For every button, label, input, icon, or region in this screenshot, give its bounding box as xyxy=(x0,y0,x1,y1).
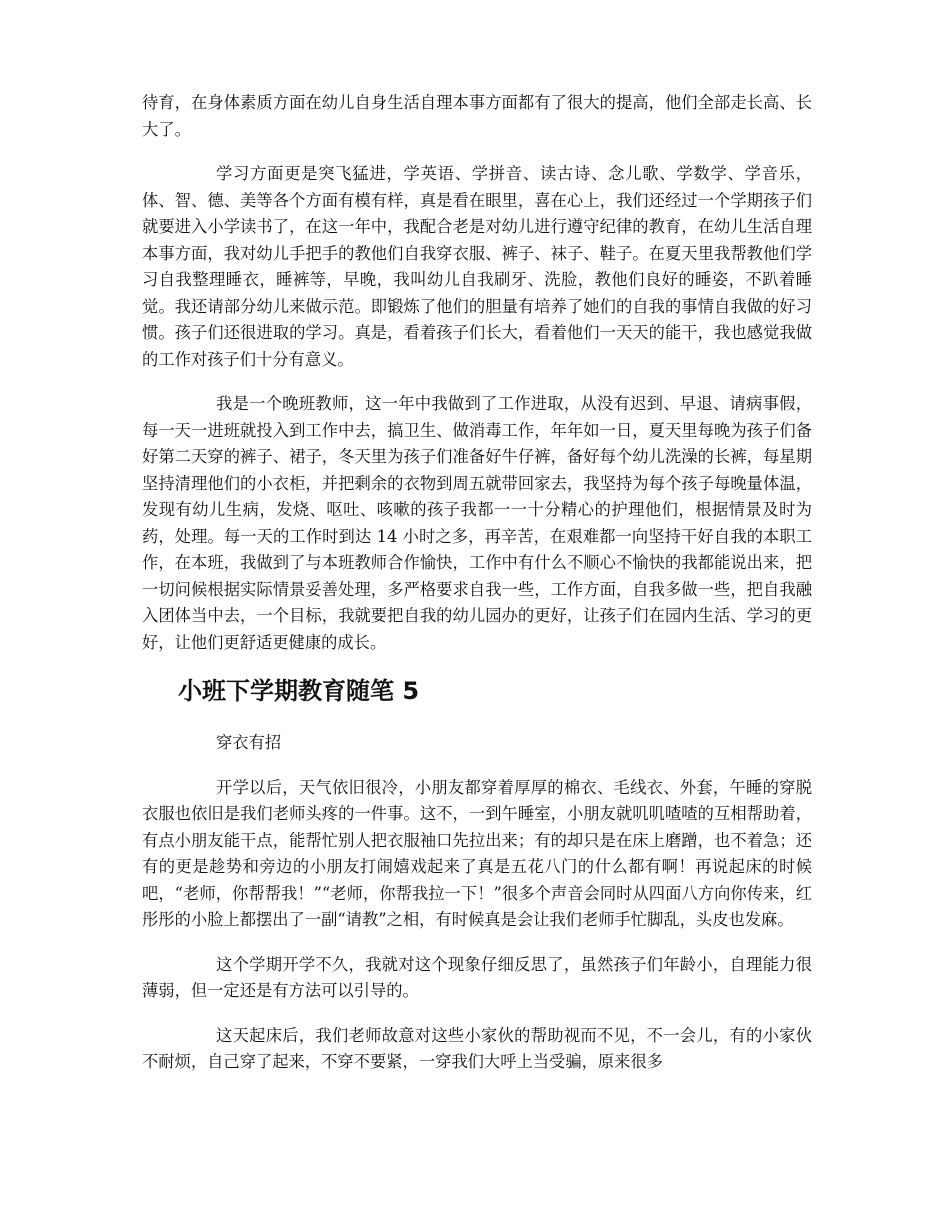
paragraph-5: 这个学期开学不久，我就对这个现象仔细反思了，虽然孩子们年龄小，自理能力很薄弱，但一定还是有方法可以引导的。 xyxy=(142,954,812,1000)
section-subtitle: 穿衣有招 xyxy=(216,733,282,752)
paragraph-4: 开学以后，天气依旧很冷，小朋友都穿着厚厚的棉衣、毛线衣、外套，午睡的穿脱衣服也依旧是我们老师头疼的一件事。这不，一到午睡室，小朋友就叽叽喳喳的互相帮助着，有点小朋友能干点，能帮忙别人把衣服袖口先拉出来；有的却只是在床上磨蹭，也不着急；还有的更是趁势和旁边的小朋友打闹嬉戏起来了真是五花八门的什么都有啊！再说起床的时候吧，“老师，你帮帮我！”“老师，你帮我拉一下！”很多个声音会同时从四面八方向你传来，红彤彤的小脸上都摆出了一副“请教”之相，有时候真是会让我们老师手忙脚乱，头皮也发麻。 xyxy=(142,777,812,929)
document-page xyxy=(142,90,812,1094)
paragraph-6: 这天起床后，我们老师故意对这些小家伙的帮助视而不见，不一会儿，有的小家伙不耐烦，自己穿了起来，不穿不要紧，一穿我们大呼上当受骗，原来很多 xyxy=(142,1025,812,1071)
paragraph-3: 我是一个晚班教师，这一年中我做到了工作进取，从没有迟到、早退、请病事假，每一天一进班就投入到工作中去，搞卫生、做消毒工作，年年如一日，夏天里每晚为孩子们备好第二天穿的裤子、裙子，冬天里为孩子们准备好牛仔裤，备好每个幼儿洗澡的长裤，每星期坚持清理他们的小衣柜，并把剩余的衣物到周五就带回家去，我坚持为每个孩子每晚量体温，发现有幼儿生病，发烧、呕吐、咳嗽的孩子我都一一十分精心的护理他们，根据情景及时为药，处理。每一天的工作时到达 14 小时之多，再辛苦，在艰难都一向坚持干好自我的本职工作，在本班，我做到了与本班教师合作愉快，工作中有什么不顺心不愉快的我都能说出来，把一切问候根据实际情景妥善处理，多严格要求自我一些，工作方面，自我多做一些，把自我融入团体当中去，一个目标，我就要把自我的幼儿园办的更好，让孩子们在园内生活、学习的更好，让他们更舒适更健康的成长。 xyxy=(142,394,812,652)
section-heading: 小班下学期教育随笔 5 xyxy=(178,677,420,705)
paragraph-2: 学习方面更是突飞猛进，学英语、学拼音、读古诗、念儿歌、学数学、学音乐，体、智、德、美等各个方面有模有样，真是看在眼里，喜在心上，我们还经过一个学期孩子们就要进入小学读书了，在这一年中，我配合老是对幼儿进行遵守纪律的教育，在幼儿生活自理本事方面，我对幼儿手把手的教他们自我穿衣服、裤子、袜子、鞋子。在夏天里我帮教他们学习自我整理睡衣，睡裤等，早晚，我叫幼儿自我刷牙、洗脸，教他们良好的睡姿，不趴着睡觉。我还请部分幼儿来做示范。即锻炼了他们的胆量有培养了她们的自我的事情自我做的好习惯。孩子们还很进取的学习。真是，看着孩子们长大，看着他们一天天的能干，我也感觉我做的工作对孩子们十分有意义。 xyxy=(142,164,812,369)
paragraph-1: 待育，在身体素质方面在幼儿自身生活自理本事方面都有了很大的提高，他们全部走长高、长大了。 xyxy=(142,93,812,139)
